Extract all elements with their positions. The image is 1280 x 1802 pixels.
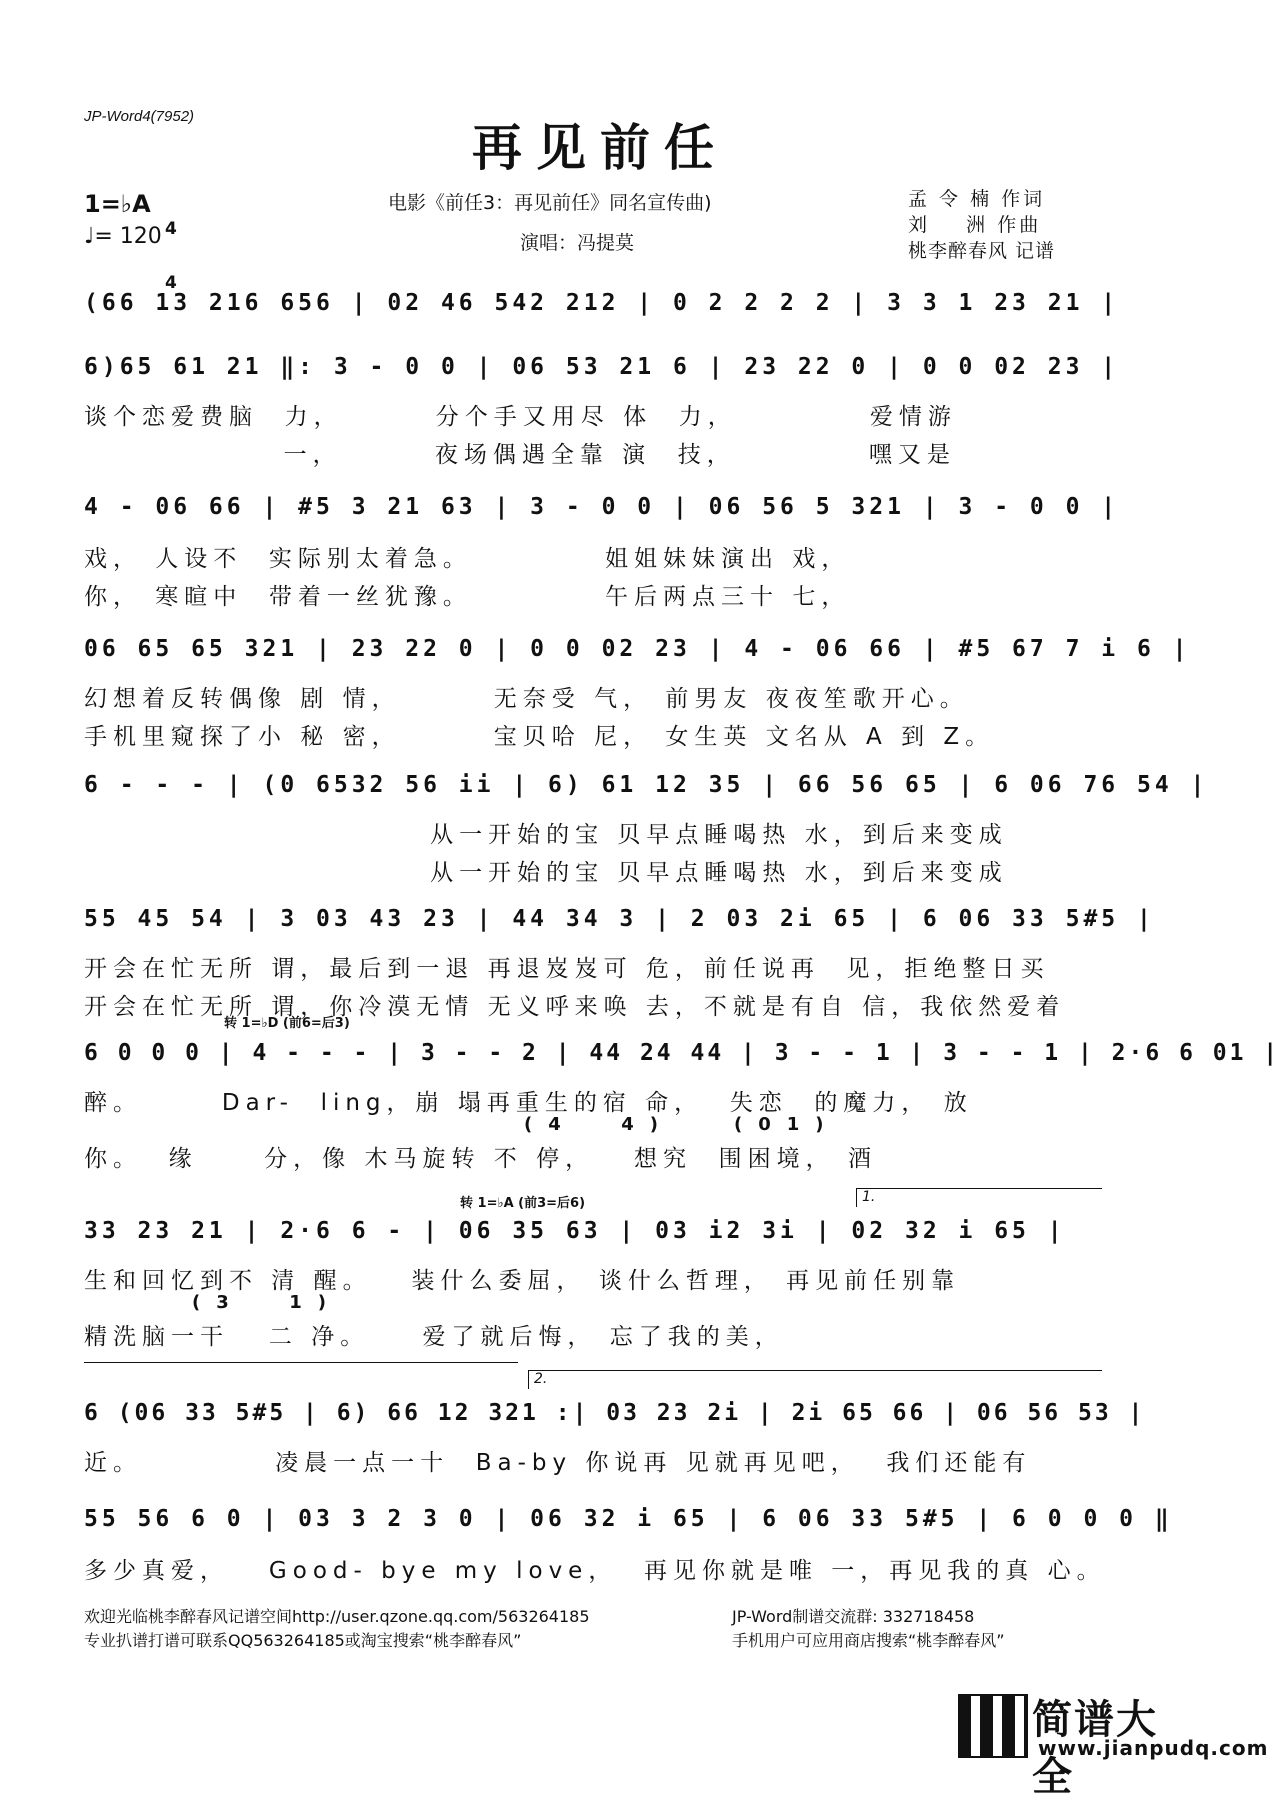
composer-credit: 刘 洲 作曲 <box>908 214 1042 236</box>
lyric-line: 手机里窥探了小 秘 密， 宝贝哈 尼， 女生英 文名从 A 到 Z。 <box>84 724 995 750</box>
piano-keys-icon <box>958 1694 1028 1758</box>
software-version: JP-Word4(7952) <box>84 108 195 125</box>
lyric-line: 从一开始的宝 贝早点睡喝热 水，到后来变成 <box>84 822 1008 848</box>
notation-line: (66 13 216 656 | 02 46 542 212 | 0 2 2 2 2 | 3 3 1 23 21 | <box>84 290 1120 316</box>
site-logo <box>958 1690 1269 1800</box>
optional-notes: (3 1) <box>192 1292 343 1313</box>
lyric-line: 你。 缘 分，像 木马旋转 不 停， 想究 围困境， 酒 <box>84 1146 877 1172</box>
footer-contact: 专业扒谱打谱可联系QQ563264185或淘宝搜索“桃李醉春风” <box>84 1631 522 1650</box>
volta-number: 1. <box>862 1189 876 1205</box>
notation-line: 6 0 0 0 | 4 - - - | 3 - - 2 | 44 24 44 | 3 - - 1 | 3 - - 1 | 2·6 6 01 | <box>84 1040 1280 1066</box>
lyric-line: 从一开始的宝 贝早点睡喝热 水，到后来变成 <box>84 860 1008 886</box>
notation-line: 55 45 54 | 3 03 43 23 | 44 34 3 | 2 03 2i 65 | 6 06 33 5#5 | <box>84 906 1155 932</box>
lyric-line: 多少真爱， Good- bye my love， 再见你就是唯 一，再见我的真 心。 <box>84 1558 1106 1584</box>
lyricist-credit: 孟 令 楠 作词 <box>908 188 1046 210</box>
lyric-line: 近。 凌晨一点一十 Ba-by 你说再 见就再见吧， 我们还能有 <box>84 1450 1032 1476</box>
lyric-line: 一， 夜场偶遇全靠 演 技， 嘿又是 <box>84 442 956 468</box>
lyric-line: 生和回忆到不 清 醒。 装什么委屈， 谈什么哲理， 再见前任别靠 <box>84 1268 961 1294</box>
lyric-line: 开会在忙无所 谓，你冷漠无情 无义呼来唤 去，不就是有自 信，我依然爱着 <box>84 994 1066 1020</box>
first-ending-bracket <box>856 1188 1102 1207</box>
meter-bottom: 4 <box>165 273 177 293</box>
lyric-line: 醉。 Dar- ling，崩 塌再重生的宿 命， 失恋 的魔力， 放 <box>84 1090 973 1116</box>
logo-url: www.jianpudq.com <box>1038 1736 1269 1760</box>
optional-notes: (4 4) <box>524 1114 675 1135</box>
lyric-line: 你， 寒暄中 带着一丝犹豫。 午后两点三十 七， <box>84 584 851 610</box>
lyric-line: 戏， 人设不 实际别太着急。 姐姐妹妹演出 戏， <box>84 546 851 572</box>
footer-app-search: 手机用户可应用商店搜索“桃李醉春风” <box>732 1631 1005 1650</box>
second-ending-bracket <box>528 1370 1102 1389</box>
notation-line: 6 - - - | (0 6532 56 ii | 6) 61 12 35 | 66 56 65 | 6 06 76 54 | <box>84 772 1209 798</box>
notation-line: 4 - 06 66 | #5 3 21 63 | 3 - 0 0 | 06 56 5 321 | 3 - 0 0 | <box>84 494 1120 520</box>
modulation-mark: 转 1=♭A (前3=后6) <box>460 1196 586 1211</box>
transcriber-credit: 桃李醉春风 记谱 <box>908 240 1056 262</box>
footer-group: JP-Word制谱交流群: 332718458 <box>732 1607 975 1626</box>
modulation-mark: 转 1=♭D (前6=后3) <box>224 1016 350 1031</box>
tempo-marking: ♩= 120 <box>84 224 162 249</box>
subtitle: 电影《前任3：再见前任》同名宣传曲) <box>388 192 712 214</box>
logo-text: 简谱大全 <box>1032 1697 1158 1800</box>
notation-line: 33 23 21 | 2·6 6 - | 06 35 63 | 03 i2 3i | 02 32 i 65 | <box>84 1218 1066 1244</box>
first-ending-line <box>84 1362 518 1363</box>
notation-line: 6 (06 33 5#5 | 6) 66 12 321 :| 03 23 2i | 2i 65 66 | 06 56 53 | <box>84 1400 1146 1426</box>
key-signature: 1=♭A <box>84 190 151 218</box>
optional-notes: (01) <box>734 1114 840 1135</box>
song-title: 再见前任 <box>472 118 728 177</box>
notation-line: 6)65 61 21 ‖: 3 - 0 0 | 06 53 21 6 | 23 22 0 | 0 0 02 23 | <box>84 354 1120 380</box>
lyric-line: 开会在忙无所 谓，最后到一退 再退岌岌可 危，前任说再 见，拒绝整日买 <box>84 956 1050 982</box>
meter-top: 4 <box>165 219 177 239</box>
lyric-line: 幻想着反转偶像 剧 情， 无奈受 气， 前男友 夜夜笙歌开心。 <box>84 686 969 712</box>
notation-line: 55 56 6 0 | 03 3 2 3 0 | 06 32 i 65 | 6 06 33 5#5 | 6 0 0 0 ‖ <box>84 1506 1173 1532</box>
notation-line: 06 65 65 321 | 23 22 0 | 0 0 02 23 | 4 - 06 66 | #5 67 7 i 6 | <box>84 636 1191 662</box>
lyric-line: 谈个恋爱费脑 力， 分个手又用尽 体 力， 爱情游 <box>84 404 957 430</box>
singer: 演唱：冯提莫 <box>520 232 635 254</box>
footer-website: 欢迎光临桃李醉春风记谱空间http://user.qzone.qq.com/563264185 <box>84 1607 590 1626</box>
lyric-line: 精洗脑一干 二 净。 爱了就后悔， 忘了我的美， <box>84 1324 784 1350</box>
volta-number: 2. <box>534 1371 548 1387</box>
